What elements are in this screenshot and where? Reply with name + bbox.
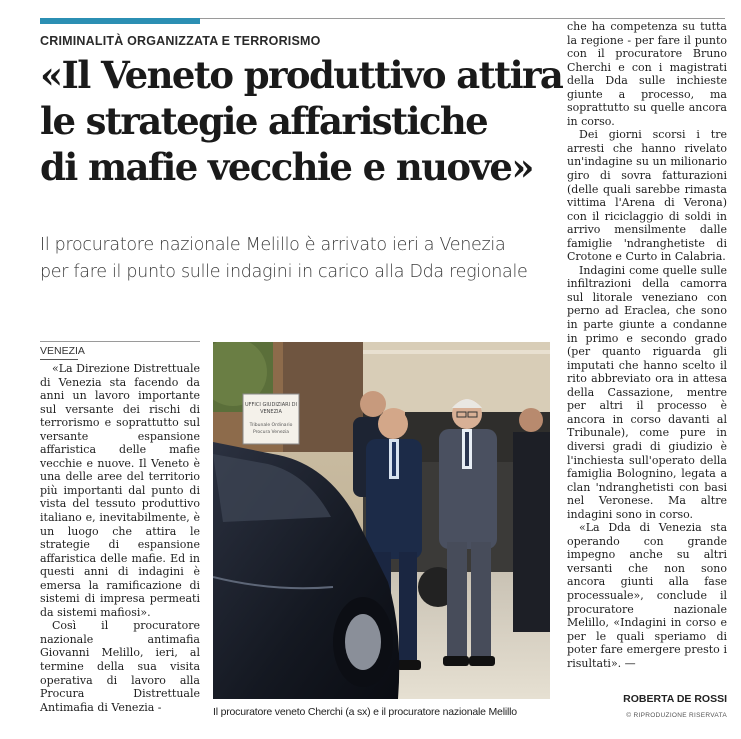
subheadline-line: per fare il punto sulle indagini in carico alla Dda regionale — [40, 262, 528, 282]
byline: ROBERTA DE ROSSI — [623, 693, 727, 705]
article-photo — [213, 342, 550, 699]
article-paragraph: che ha competenza su tutta la regione - per fare il punto con il procuratore Bruno Cherchi e con i magistrati della Dda sulle inchieste giunte a processo, ma soprattutto su quelle ancora in corso. — [567, 20, 727, 128]
person-far-right — [513, 408, 550, 632]
headline-line: di mafie vecchie e nuove» — [40, 145, 533, 189]
court-sign — [243, 394, 299, 444]
sign-text: VENEZIA — [260, 409, 282, 415]
article-paragraph: Così il procuratore nazionale antimafia Giovanni Melillo, ieri, al termine della sua visita operativa di lavoro alla Procura Distrettuale Antimafia di Venezia - — [40, 619, 200, 714]
article-column-right — [567, 20, 727, 670]
dateline-underline — [40, 359, 78, 360]
article-paragraph: Indagini come quelle sulle infiltrazioni della camorra sul litorale veneziano con perno ad Eraclea, che sono in parte giunte a condanne in primo e secondo grado (per quanto riguarda gli imputati che hanno scelto il rito abbreviato ora in attesa della Cassazione, mentre per altri il processo è ancora in corso davanti al Tribunale), come pure in diversi gradi di giudizio è l'inchiesta sull'operato della famiglia Bolognino, legata a clan 'ndranghetisti con basi nel Veronese. Ma altre indagini sono in corso. — [567, 263, 727, 521]
article-paragraph: Dei giorni scorsi i tre arresti che hanno rivelato un'indagine su un milionario giro di sovra fatturazioni (delle quali sarebbe rimasta vittima l'Arena di Verona) con il riciclaggio di soldi in arrivo mensilmente dalle famiglie 'ndranghetiste di Crotone e Curto in Calabria. — [567, 128, 727, 264]
section-accent-bar — [40, 18, 200, 24]
dateline: VENEZIA — [40, 345, 85, 357]
sign-text: Tribunale Ordinario — [249, 423, 293, 428]
subheadline — [40, 232, 560, 286]
article-column-left — [40, 362, 200, 714]
headline — [40, 52, 563, 190]
sign-text: Procura Venezia — [253, 430, 289, 435]
photo-illustration — [213, 342, 550, 699]
copyright-notice: © RIPRODUZIONE RISERVATA — [626, 712, 727, 719]
headline-line: «Il Veneto produttivo attira — [40, 53, 563, 97]
photo-caption: Il procuratore veneto Cherchi (a sx) e il procuratore nazionale Melillo — [213, 706, 517, 718]
section-kicker: CRIMINALITÀ ORGANIZZATA E TERRORISMO — [40, 34, 321, 48]
sign-text: UFFICI GIUDIZIARI DI — [245, 402, 297, 408]
article-paragraph: «La Direzione Distrettuale di Venezia sta facendo da anni un lavoro importante sul versante dei rischi di terrorismo e soprattutto sul versante espansione affaristica delle mafie vecchie e nuove. Il Veneto è una delle aree del territorio più importanti dal punto di vista del tessuto produttivo italiano e, inevitabilmente, è un luogo che attira le strategie di espansione affaristica delle mafie. Ed in questi anni di indagini è emersa la ramificazione di sistemi di impresa permeati da sistemi mafiosi». — [40, 362, 200, 619]
headline-line: le strategie affaristiche — [40, 99, 488, 143]
column-top-rule — [40, 341, 200, 342]
subheadline-line: Il procuratore nazionale Melillo è arrivato ieri a Venezia — [40, 235, 506, 255]
article-paragraph: «La Dda di Venezia sta operando con grande impegno anche su altri versanti che non sono ancora giunti alla fase processuale», conclude il procuratore nazionale Melillo, «Indagini in corso e per le quali speriamo di poter fare emergere presto i risultati». — — [567, 521, 727, 670]
